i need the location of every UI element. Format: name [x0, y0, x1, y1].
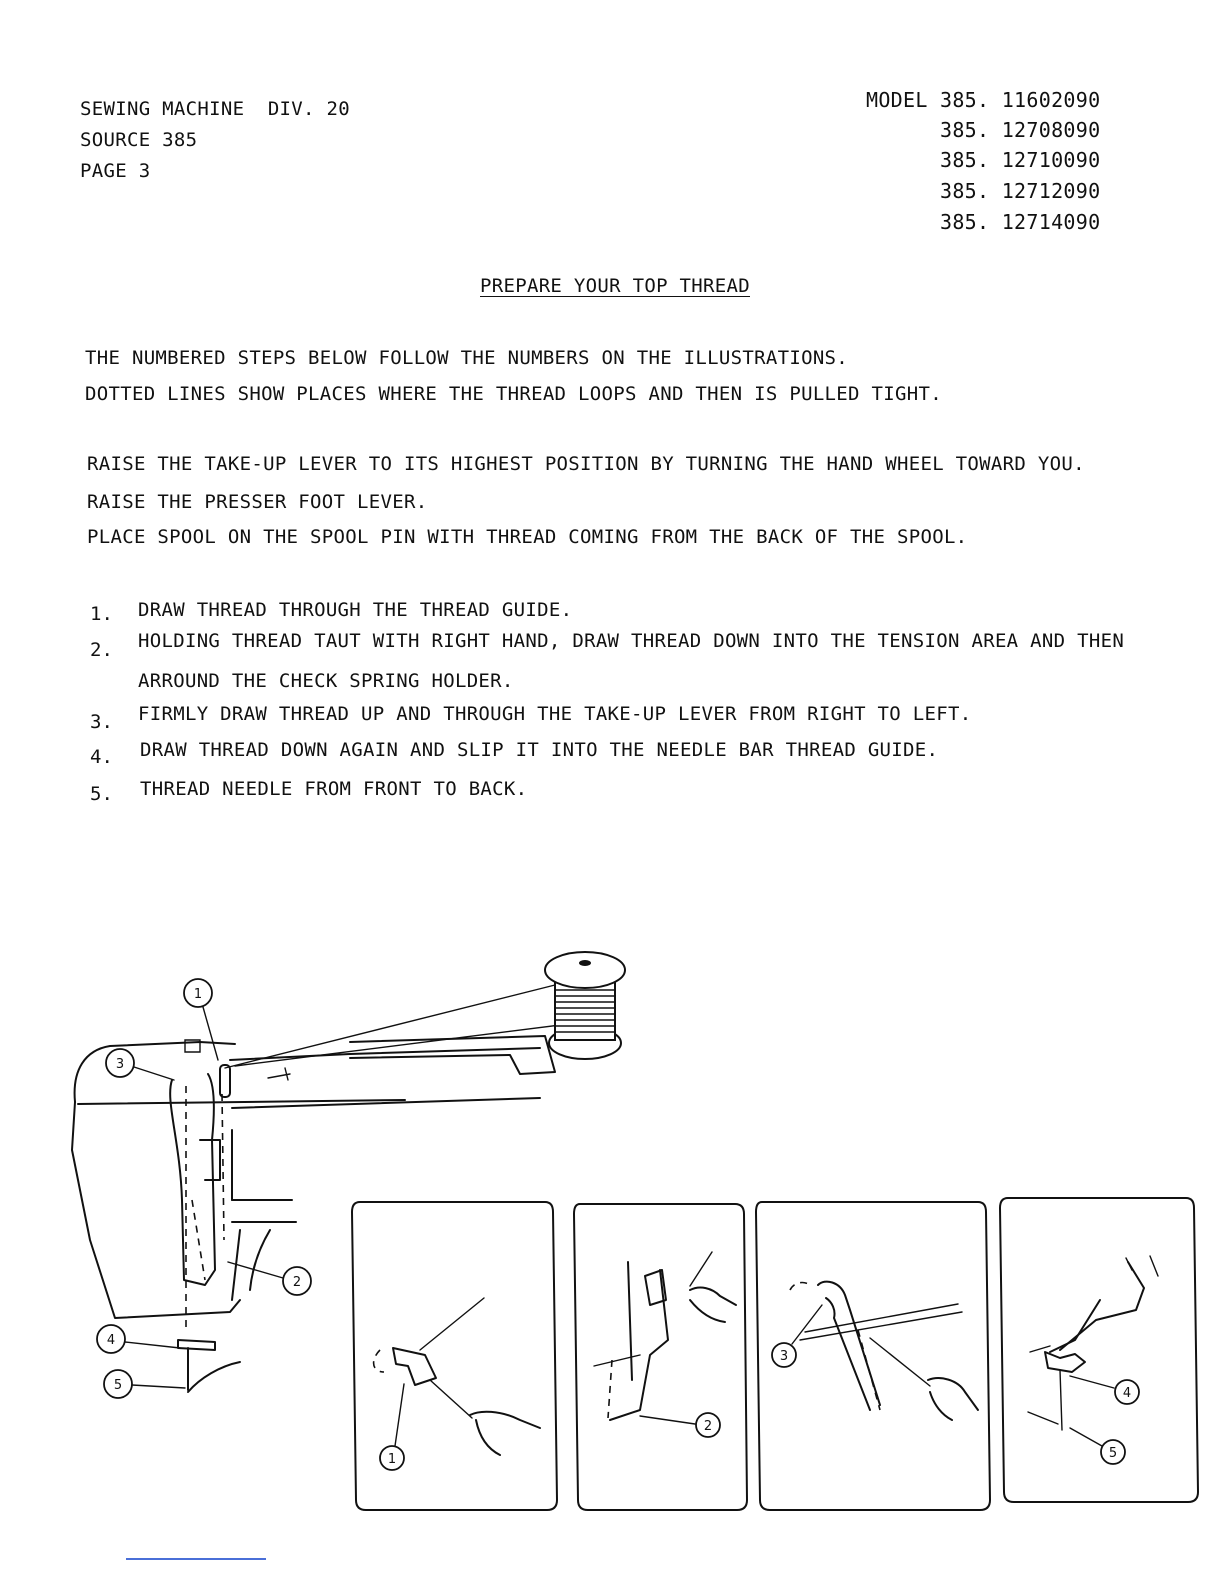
- bottom-link-underline: [126, 1558, 266, 1560]
- step-number: 2.: [90, 639, 113, 661]
- header-title: SEWING MACHINE DIV. 20: [80, 98, 350, 120]
- step-text: THREAD NEEDLE FROM FRONT TO BACK.: [140, 778, 528, 800]
- step-number: 5.: [90, 783, 113, 805]
- callout-4: [97, 1325, 180, 1353]
- detail-panel-3: [756, 1202, 990, 1510]
- svg-text:4: 4: [106, 1333, 116, 1348]
- prep-line: RAISE THE PRESSER FOOT LEVER.: [87, 491, 428, 513]
- page-title: PREPARE YOUR TOP THREAD: [480, 275, 750, 297]
- svg-text:3: 3: [779, 1349, 789, 1364]
- detail-panel-4: [1000, 1198, 1198, 1502]
- svg-text:5: 5: [113, 1378, 123, 1393]
- model-number: 385. 12710090: [940, 148, 1101, 172]
- callout-1: [184, 979, 218, 1060]
- step-text: FIRMLY DRAW THREAD UP AND THROUGH THE TAKE-UP LEVER FROM RIGHT TO LEFT.: [138, 703, 972, 725]
- svg-text:2: 2: [703, 1419, 713, 1434]
- svg-text:2: 2: [292, 1275, 302, 1290]
- svg-text:5: 5: [1108, 1446, 1118, 1461]
- model-number: 385. 12712090: [940, 179, 1101, 203]
- step-number: 1.: [90, 603, 113, 625]
- step-text: ARROUND THE CHECK SPRING HOLDER.: [138, 670, 514, 692]
- svg-text:1: 1: [193, 987, 203, 1002]
- callout-3: [106, 1049, 174, 1080]
- detail-panel-1: [352, 1202, 557, 1510]
- model-label: MODEL: [866, 88, 928, 112]
- svg-text:4: 4: [1122, 1386, 1132, 1401]
- svg-text:3: 3: [115, 1057, 125, 1072]
- thread-loop-dotted: [192, 1200, 205, 1280]
- step-number: 4.: [90, 746, 113, 768]
- callout-5: [104, 1370, 185, 1398]
- prep-line: PLACE SPOOL ON THE SPOOL PIN WITH THREAD COMING FROM THE BACK OF THE SPOOL.: [87, 526, 968, 548]
- model-number: 385. 12714090: [940, 210, 1101, 234]
- detail-panel-2: [574, 1204, 747, 1510]
- header-source: SOURCE 385: [80, 129, 198, 151]
- spool-icon: [545, 952, 625, 1059]
- step-number: 3.: [90, 711, 113, 733]
- thread-loop-dotted: [222, 1094, 224, 1240]
- step-text: HOLDING THREAD TAUT WITH RIGHT HAND, DRAW THREAD DOWN INTO THE TENSION AREA AND THEN: [138, 630, 1125, 652]
- step-text: DRAW THREAD THROUGH THE THREAD GUIDE.: [138, 599, 573, 621]
- svg-text:1: 1: [387, 1452, 397, 1467]
- model-number: 385. 11602090: [940, 88, 1101, 112]
- model-number: 385. 12708090: [940, 118, 1101, 142]
- step-text: DRAW THREAD DOWN AGAIN AND SLIP IT INTO THE NEEDLE BAR THREAD GUIDE.: [140, 739, 939, 761]
- header-page: PAGE 3: [80, 160, 151, 182]
- intro-line: THE NUMBERED STEPS BELOW FOLLOW THE NUMBERS ON THE ILLUSTRATIONS.: [85, 347, 849, 369]
- callout-2: [228, 1262, 311, 1295]
- thread-line: [235, 1020, 600, 1066]
- intro-line: DOTTED LINES SHOW PLACES WHERE THE THREAD LOOPS AND THEN IS PULLED TIGHT.: [85, 383, 942, 405]
- prep-line: RAISE THE TAKE-UP LEVER TO ITS HIGHEST POSITION BY TURNING THE HAND WHEEL TOWARD YOU.: [87, 453, 1085, 475]
